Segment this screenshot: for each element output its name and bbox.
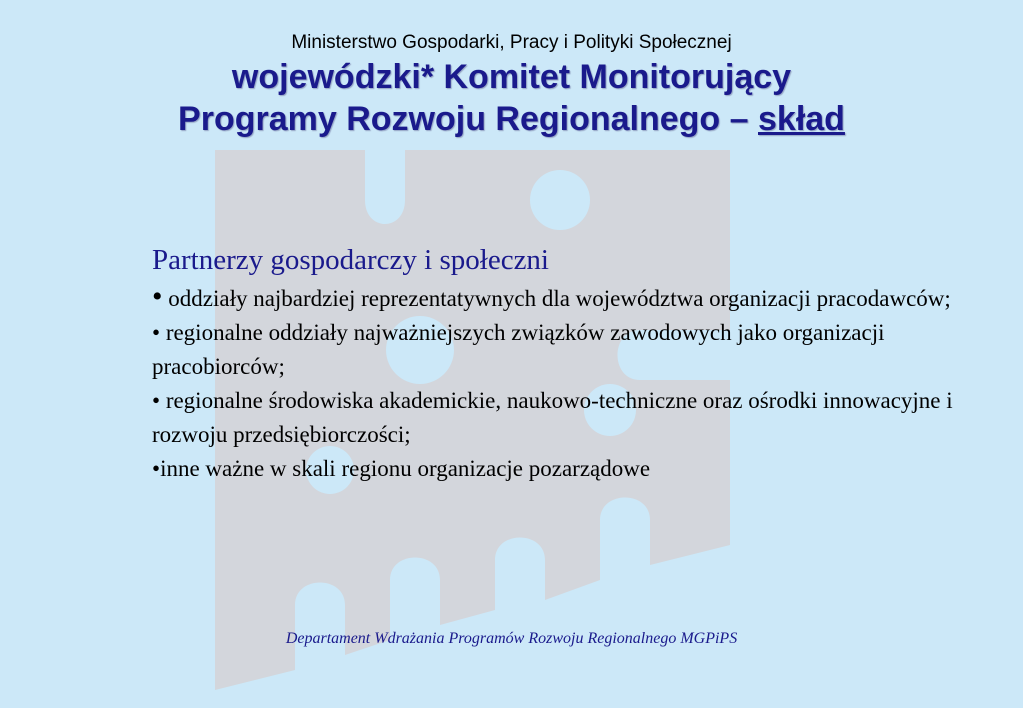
section-heading: Partnerzy gospodarczy i społeczni [152, 244, 549, 276]
bullet-marker: • [152, 388, 161, 413]
bullet-text: regionalne środowiska akademickie, naukowo-techniczne oraz ośrodki innowacyjne i rozwoju przedsiębiorczości; [152, 388, 953, 447]
slide-title-line-2 [0, 98, 1023, 140]
slide-footer: Departament Wdrażania Programów Rozwoju Regionalnego MGPiPS [285, 630, 738, 647]
title-line-2-prefix: Programy Rozwoju Regionalnego – [178, 100, 758, 138]
bullet-marker: • [152, 280, 163, 313]
bullet-item [152, 384, 992, 452]
bullet-text: regionalne oddziały najważniejszych związków zawodowych jako organizacji pracobiorców; [152, 320, 885, 379]
slide-title-line-1: wojewódzki* Komitet Monitorujący [231, 58, 792, 96]
bullet-marker: • [152, 320, 161, 345]
bullet-item [152, 280, 992, 316]
bullet-item [152, 316, 992, 384]
slide-header [0, 30, 1023, 140]
title-underlined-word: skład [758, 100, 845, 138]
bullet-text: oddziały najbardziej reprezentatywnych dla województwa organizacji pracodawców; [162, 286, 951, 311]
bullet-text: inne ważne w skali regionu organizacje pozarządowe [160, 456, 651, 481]
bullet-item [152, 452, 992, 486]
slide-body [152, 240, 992, 486]
bullet-marker: • [152, 456, 161, 481]
ministry-name: Ministerstwo Gospodarki, Pracy i Polityki Społecznej [291, 32, 732, 53]
